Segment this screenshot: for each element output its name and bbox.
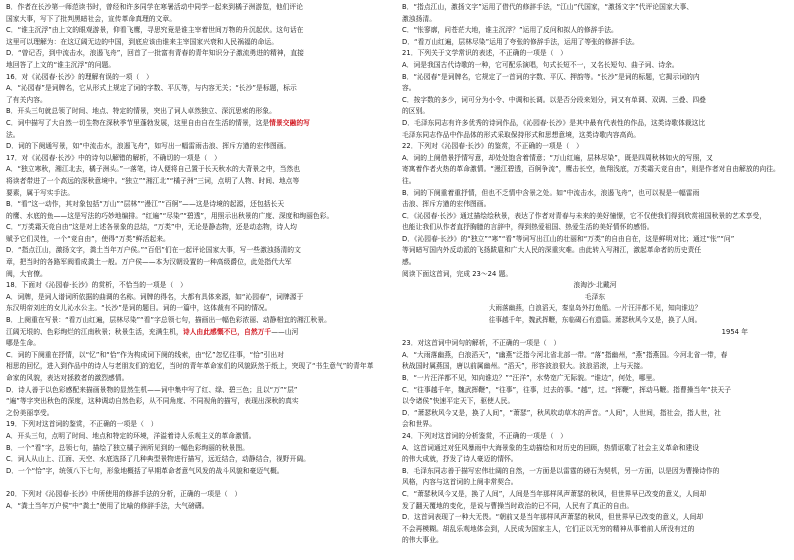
line-text: 往。: [402, 176, 416, 185]
line-text: B．“指点江山，激扬文字”运用了借代的修辞手法，“江山”代国家，“激扬文字”代评论国家大事、: [402, 3, 694, 11]
line-text: 会和世界。: [402, 420, 437, 429]
line-text: 等词暗写国内外反动派的飞扬跋扈和广大人民的深重灾难。由此转入写湘江，激起革命者的历史责任: [402, 246, 702, 255]
line-text: 发了翻天覆地的变化，是说与曹操当时政治的已不同，人民有了真正的自由。: [402, 501, 634, 510]
line-text: 法。: [6, 130, 20, 139]
line-text: 19．下列对这首词的鉴赏，不正确的一项是（ ）: [6, 420, 158, 429]
text-line: [402, 176, 788, 188]
line-text: A．这首词通过对狂风暴雨中大海景象的生动描绘和对历史的回顾，热情讴歌了社会主义革命和建设: [402, 443, 700, 452]
line-text: C．词中描写了大自然一切生物在深秋季节里蓬勃发展，这里自由自在生活的情景，这是: [6, 118, 270, 127]
text-line: [6, 60, 392, 72]
text-line: [402, 396, 788, 408]
text-line: [402, 269, 788, 281]
line-text: 将读者带进了一个高远的深秋意境中。“独立”“湘江北”“橘子洲”三词，点明了人物、时间、地点等: [6, 176, 300, 185]
text-line: [6, 280, 392, 292]
line-text: 容。: [402, 84, 416, 93]
right-column: [402, 2, 788, 558]
line-text: B．开头三句就总领了时间、地点、特定的情景，突出了词人卓然独立、深沉思索的形象。: [6, 107, 276, 116]
text-line: [402, 338, 788, 350]
line-text: 22．下列对《沁园春·长沙》的鉴赏，不正确的一项是（ ）: [402, 142, 583, 151]
line-text: 这里可以理解为：在这辽阔无边的中国，到底应该由谁来主宰国家兴衰和人民祸福的命运。: [6, 37, 279, 46]
text-line: [402, 60, 788, 72]
text-line: [402, 188, 788, 200]
line-text: A．“大雨落幽燕，白浪滔天”，“幽燕”泛指今河北省北部一带。“落”指幽州，“燕”指燕国。今河北省一带，春: [402, 350, 728, 359]
line-text: 18．下面对《沁园春·长沙》的赏析，不恰当的一项是（ ）: [6, 281, 187, 290]
text-line: [6, 188, 392, 200]
text-line: [6, 95, 392, 107]
line-text: 24．下列对这首词的分析鉴赏，不正确的一项是（ ）: [402, 431, 568, 440]
poem-title: [402, 280, 788, 292]
line-text: B．“一片汪洋都不见，知向谁边？”“汪洋”，水势宽广无际貌。“谁边”，何处，哪里。: [402, 374, 660, 382]
text-line: [402, 524, 788, 536]
line-text: C．“万类霜天竞自由”这是对上述各景象的总结，“万类”中，无论是静态物，还是动态物，诗人均: [6, 223, 297, 232]
text-line: [402, 373, 788, 385]
text-line: [402, 48, 788, 60]
line-text: D．这首词表现了一种大无畏。“朝前又是当年那样风声萧瑟的秋风，但世界早已改变的意义，人间却: [402, 513, 704, 522]
line-text: B．上阕重在写景：“看万山红遍，层林尽染”“看”字总领七句，描画出一幅色彩浓丽、动静相宜的湘江秋景。: [6, 316, 331, 325]
line-text: 章，把当时的各路军阀看成粪土一般。万户侯——本为汉朝设置的一种高级爵位，此处指代大军: [6, 258, 292, 267]
text-line: [6, 350, 392, 362]
line-text: 地回答了上文的“谁主沉浮”的问题。: [6, 60, 116, 69]
line-text: 哪是生命。: [6, 339, 41, 348]
text-line: [402, 141, 788, 153]
line-text: 的鹰、水底的鱼——这是写法的巧妙地编排。“红遍”“尽染”“碧透”，用照示出秋景的广度、深度和绚丽色彩。: [6, 211, 334, 220]
text-line: [402, 234, 788, 246]
line-text: 国家大事，写下了批判黑暗社会，宣传革命真理的文章。: [6, 14, 177, 23]
text-line: [6, 373, 392, 385]
text-line: [6, 303, 392, 315]
text-line: [6, 408, 392, 420]
text-line: [402, 83, 788, 95]
text-line: [6, 25, 392, 37]
text-line: [402, 385, 788, 397]
text-line: [6, 361, 392, 373]
text-line: [6, 443, 392, 455]
text-line: [402, 130, 788, 142]
text-line: [6, 37, 392, 49]
text-line: [6, 245, 392, 257]
text-line: [402, 361, 788, 373]
poem-year: [402, 327, 788, 339]
text-line: [402, 164, 788, 176]
text-line: [6, 141, 392, 153]
line-text: 击浪、挥斥方遒的宏伟图画。: [402, 200, 491, 209]
text-line: [6, 118, 392, 130]
line-text: A．词是我国古代诗歌的一种，它可配乐演唱，句式长短不一，又名长短句、曲子词、诗余。: [402, 60, 679, 69]
text-line: [402, 477, 788, 489]
line-text: 不会再模糊。胡乱乐观地体会到，人民成为国家主人，它们正以无穷的精神从事着前人所没有过的: [402, 524, 695, 533]
text-line: [6, 501, 392, 513]
text-line: [6, 83, 392, 95]
line-text: C．“往事越千年，魏武挥鞭”，“往事”，往事，过去的事。“越”，过。“挥鞭”，挥动马鞭。指曹操当年“扶天子: [402, 385, 732, 394]
line-text: 风格，内容与这首词的上阕非常契合。: [402, 478, 518, 487]
text-line: [6, 338, 392, 350]
line-text: D．一个“恰”字，统领八下七句，形象地概括了早期革命者意气风发的战斗风貌和豪迈气概。: [6, 466, 284, 475]
text-line: [402, 466, 788, 478]
text-line: [402, 454, 788, 466]
line-text: 大雨落幽燕，白浪滔天，秦皇岛外打鱼船。一片汪洋都不见，知向谁边？: [488, 304, 702, 313]
text-line: [6, 269, 392, 281]
line-text: A．词牌，是词人谱词所依据的曲调的名称。词牌的得名，大都有具体来源，如“沁园春”，词牌源于: [6, 292, 304, 301]
line-text: 往事越千年，魏武挥鞭，东临碣石有遗篇。萧瑟秋风今又是，换了人间。: [488, 316, 702, 325]
text-line: [6, 419, 392, 431]
line-text: 的伟大事业。: [402, 536, 443, 545]
text-line: [6, 106, 392, 118]
text-line: [6, 466, 392, 478]
line-text: 17．对《沁园春·长沙》中的诗句以解错的解析，不确切的一项是（ ）: [6, 153, 221, 162]
text-line: [6, 234, 392, 246]
text-line: [402, 106, 788, 118]
text-line: [402, 153, 788, 165]
line-text: 也能让我们从作者直抒胸臆的言辞中，得到热爱祖国、热爱生活的美好情怀的感悟。: [402, 223, 654, 232]
line-text: 16．对《沁园春·长沙》的理解有误的一项（ ）: [6, 72, 153, 81]
text-line: [402, 2, 788, 14]
text-line: [402, 419, 788, 431]
text-line: [402, 14, 788, 26]
text-line: [402, 350, 788, 362]
text-line: [6, 292, 392, 304]
text-line: [402, 211, 788, 223]
line-text: 23．对这首词中词句的解析，不正确的一项是（ ）: [402, 339, 561, 348]
text-line: [6, 14, 392, 26]
line-text: 命家的风貌，表达对拯救者的激烈感情。: [6, 374, 129, 382]
text-line: [6, 257, 392, 269]
text-line: [402, 72, 788, 84]
text-line: [402, 443, 788, 455]
text-line: [6, 130, 392, 142]
highlighted-text: 诗人由此感慨不已，自然万千: [182, 327, 272, 336]
line-text: 寄寓着作者火热的革命激情。“漫江碧透，百舸争流”，鹰击长空，鱼翔浅底，万类霜天竞自由”，则是作者对自由解放的向往。: [402, 165, 780, 174]
line-text: 相思的回忆，进入到作品中的诗人与老朋友们的追忆，当时的青年革命家们的风貌跃然于纸上，突现了“书生意气”的青年革: [6, 362, 374, 371]
text-line: [6, 164, 392, 176]
line-text: 阀，大官僚。: [6, 269, 47, 278]
poem-author: [402, 292, 788, 304]
text-line: [402, 245, 788, 257]
line-text: 感。: [402, 258, 416, 267]
line-text: A．“独立寒秋，湘江北去，橘子洲头。”一落笔，诗人便将自己置于长天秋水的大背景之中，当然也: [6, 165, 300, 174]
text-line: [402, 257, 788, 269]
poem-line: [402, 315, 788, 327]
left-column: [6, 2, 392, 558]
line-text: C．“怅寥廓，问苍茫大地，谁主沉浮？”运用了反问和拟人的修辞手法。: [402, 26, 618, 35]
line-text: D．《沁园春·长沙》的“独立”“寒”“看”等词写出江山的壮丽和“万类”的自由自在，这是鲜明对比；通过“怅”“问”: [402, 234, 735, 243]
line-text: B．“沁园春”是词牌名，它规定了一首词的字数、平仄、押韵等。“长沙”是词的标题，它揭示词的内: [402, 72, 700, 81]
line-text: D．“指点江山，激扬文字，粪土当年万户侯。”“百侣”们在一起评论国家大事，写一些激浊扬清的文: [6, 246, 301, 255]
highlighted-text: 情景交融的写: [269, 118, 310, 127]
text-line: [6, 222, 392, 234]
line-text: C．“谁主沉浮”由上文的眼观游景，仰看飞鹰，寻思究竟是谁主宰着世间万物的升沉起伏。这句话在: [6, 26, 304, 35]
text-line: [402, 489, 788, 501]
line-text: D．毛泽东同志有许多优秀的诗词作品，《沁园春·长沙》是其中最有代表性的作品，这类诗歌体裁这比: [402, 118, 706, 127]
line-text: B．一个“看”字，总领七句，描绘了独立橘子洲所见到的一幅色彩绚丽的秋景图。: [6, 443, 249, 452]
line-text: 毛泽东同志作品中作品体的形式采取保持形式和思想意境，这类诗歌内容高尚。: [402, 130, 641, 139]
text-line: [6, 199, 392, 211]
line-text: 毛泽东: [584, 292, 606, 301]
text-line: [402, 118, 788, 130]
line-text: 的区别。: [402, 107, 430, 116]
text-line: [6, 477, 392, 489]
line-text: 了有关内容。: [6, 95, 47, 104]
text-line: [402, 431, 788, 443]
line-text: A．开头三句，点明了时间、地点和特定的环境，洋溢着诗人乐观主义的革命激情。: [6, 431, 256, 440]
text-line: [6, 454, 392, 466]
line-text: B．作者在长沙第一师范读书时，曾经和许多同学在寒暑活动中同学一起来到橘子洲游览，他们评论: [6, 3, 304, 11]
line-text-tail: ——山河: [271, 327, 299, 336]
line-text: D．“曾记否，到中流击水，浪遏飞舟”，回首了一批富有青春的青年知识分子激流勇进的精神，直接: [6, 49, 304, 58]
text-line: [6, 315, 392, 327]
text-line: [402, 501, 788, 513]
line-text: D．“萧瑟秋风今又是，换了人间”，“萧瑟”，秋风吹动草木的声音。“人间”，人世间，指社会，指人世，社: [402, 408, 721, 417]
line-text: C．《沁园春·长沙》通过描绘绘秋景，表达了作者对青春与未来的美好憧憬，它不仅使我们得到欣赏祖国秋景的艺术享受，: [402, 211, 766, 220]
line-text: 以令诸侯”快速平定天下，驱使人民。: [402, 397, 515, 406]
text-line: [402, 25, 788, 37]
line-text: A．“沁园春”是词牌名，它从形式上规定了词的字数、平仄等，与内容无关；“长沙”是标题，标示: [6, 84, 297, 93]
text-line: [402, 199, 788, 211]
text-line: [6, 489, 392, 501]
text-line: [6, 385, 392, 397]
line-text: C．“萧瑟秋风今又是，换了人间”，人间是当年那样风声萧瑟的秋风，但世界早已改变的意义，人间却: [402, 489, 707, 498]
line-text: A．词的上阕借景抒情写意，却处处饱含着情意；“万山红遍，层林尽染”，既是四周秋林如火的写照，又: [402, 153, 713, 162]
text-line: [6, 48, 392, 60]
text-line: [402, 535, 788, 547]
line-text: 阅读下面这首词，完成 23～24 题。: [402, 269, 513, 278]
line-text: 的伟大成就，抒发了诗人豪迈的情怀。: [402, 455, 518, 464]
line-text: 要素，属于写实手法。: [6, 188, 75, 197]
line-text: 激浊扬清。: [402, 14, 437, 23]
text-line: [6, 211, 392, 223]
text-line: [402, 512, 788, 524]
text-line: [6, 431, 392, 443]
text-line: [6, 2, 392, 14]
text-line: [6, 153, 392, 165]
line-text: C．按字数的多少，词可分为小令、中调和长调。以是否分段来划分，词又有单调、双调、三叠、四叠: [402, 95, 706, 104]
line-text: 江阔无垠的、色彩绚烂的江南秋景；秋景生活，充满生机，: [6, 327, 183, 336]
text-line: [6, 396, 392, 408]
line-text: 秋战国时属燕国，唐以前属幽州。“滔天”，形容波浪很大。波浪滔滚，上与天接。: [402, 362, 648, 371]
line-text: 之份美丽享受。: [6, 408, 54, 417]
line-text: 赋予它们灵性，一个“竞自由”，使得“万类”鲜活起来。: [6, 234, 170, 243]
line-text: 东汉明帝刘庄的女儿沁水公主。“长沙”是词的题目。词的一篇中，这体裁有不同的情况。: [6, 304, 272, 313]
text-line: [6, 72, 392, 84]
line-text: 1954 年: [721, 327, 748, 336]
line-text: B．“看”这一动作，其对象包括“万山”“层林”“漫江”“百舸”——这是诗境的起源，还包括长天: [6, 200, 285, 209]
line-text: D．诗人善于以色彩感配来描画景物的显然生机——词中集中写了红、绿、碧三色；且以“万”“层”: [6, 385, 298, 394]
text-line: [402, 222, 788, 234]
text-line: [6, 327, 392, 339]
line-text: 21．下列关于文学常识的表述，不正确的一项是（ ）: [402, 49, 568, 58]
line-text: A．“粪土当年万户侯”中“粪土”使用了比喻的修辞手法，大气磅礴。: [6, 501, 209, 510]
line-text: C．词的下阕重在抒情，以“忆”和“恰”作为构成词下阕的线索，由“忆”忽忆往事，“恰”引出对: [6, 350, 284, 359]
text-line: [402, 37, 788, 49]
line-text: C．词人从山上、江面、天空、水底选择了几种典型景物进行描写，远近结合，动静结合，视野开阔。: [6, 455, 310, 464]
text-line: [402, 95, 788, 107]
line-text: 浪淘沙·北戴河: [573, 281, 617, 290]
text-line: [402, 408, 788, 420]
line-text: D．“看万山红遍，层林尽染”运用了夸张的修辞手法，运用了等张的修辞手法。: [402, 37, 639, 46]
poem-line: [402, 303, 788, 315]
line-text: “遍”等字突出秋色的深度，这种调动自然色彩，从不同角度、不同视角的描写，表现出深秋的真实: [6, 397, 299, 406]
line-text: B．毛泽东同志善于描写宏伟壮阔的自然，一方面是以雷霆的磅石为契机，另一方面，以是因为曹操诗作的: [402, 466, 720, 475]
line-text: B．词的下阕重着重抒情，但也不乏情中含景之处。如“中流击水，浪遏飞舟”，也可以视是一幅雷雨: [402, 188, 700, 197]
line-text: D．词的下阕通写景，如“中流击水，浪遏飞舟”，如写出一幅雷雨击浪、挥斥方遒的宏伟图画。: [6, 142, 291, 151]
line-text: 20．下列对《沁园春·长沙》中所使用的修辞手法的分析，正确的一项是（ ）: [6, 489, 242, 498]
text-line: [6, 176, 392, 188]
